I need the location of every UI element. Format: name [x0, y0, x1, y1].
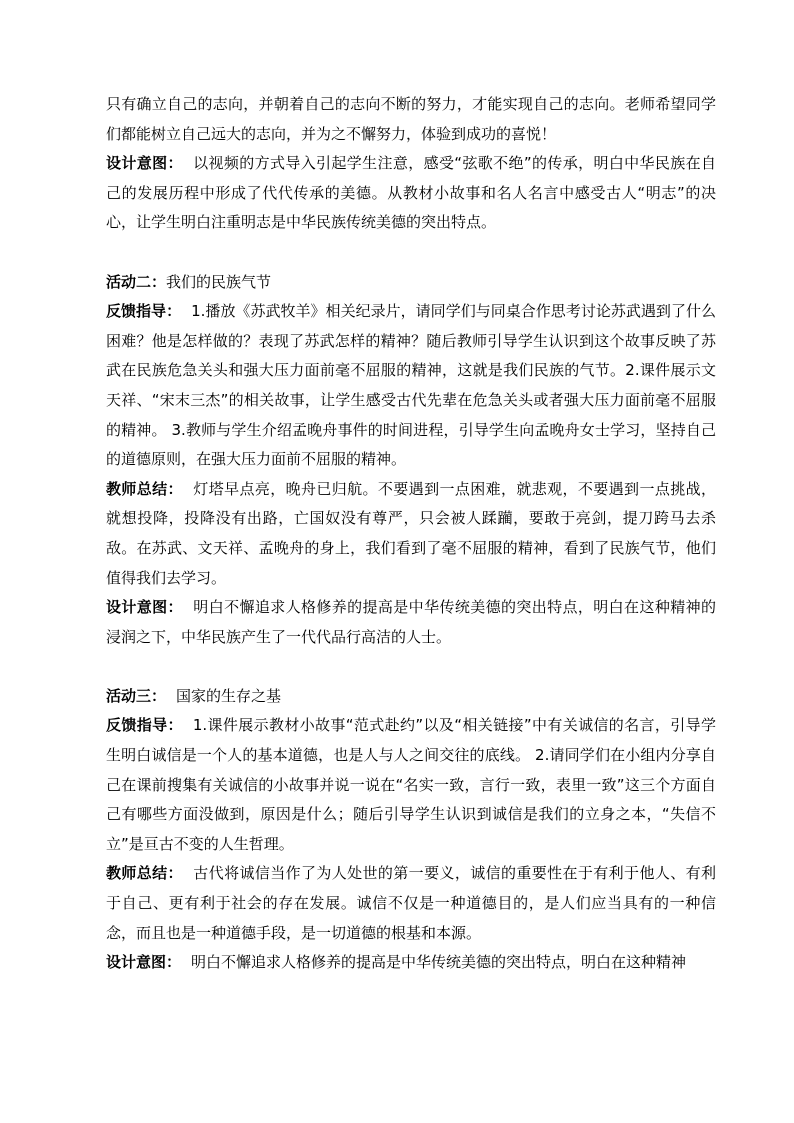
feedback-label: 反馈指导： [106, 716, 183, 735]
activity-2-title: 我们的民族气节 [166, 272, 272, 291]
activity-3-feedback-paragraph [106, 711, 716, 859]
paragraph-gap [106, 652, 716, 682]
activity-2-heading [106, 268, 716, 298]
teacher-summary-text: 古代将诚信当作了为人处世的第一要义，诚信的重要性在于有利于他人、有利于自己、更有利于社会的存在发展。诚信不仅是一种道德目的，是人们应当具有的一种信念，而且也是一种道德手段，是一切道德的根基和本源。 [106, 864, 716, 942]
activity-2-summary-paragraph [106, 475, 716, 593]
feedback-label: 反馈指导： [106, 302, 182, 321]
activity-3-heading [106, 682, 716, 712]
activity-2-label: 活动二： [106, 272, 167, 291]
feedback-text: 1.课件展示教材小故事“范式赴约”以及“相关链接”中有关诚信的名言，引导学生明白诚信是一个人的基本道德，也是人与人之间交往的底线。 2.请同学们在小组内分享自己在课前搜集有关诚信的小故事并说一说在“名实一致，言行一致，表里一致”这三个方面自己有哪些方面没做到，原因是什么；随后引导学生认识到诚信是我们的立身之本，“失信不立”是亘古不变的人生哲理。 [106, 716, 716, 853]
design-intent-paragraph-1 [106, 149, 716, 238]
teacher-summary-label: 教师总结： [106, 864, 183, 883]
design-intent-text: 明白不懈追求人格修养的提高是中华传统美德的突出特点，明白在这种精神的浸润之下，中华民族产生了一代代品行高洁的人士。 [106, 598, 716, 646]
teacher-summary-text: 灯塔早点亮，晚舟已归航。不要遇到一点困难，就悲观，不要遇到一点挑战，就想投降，投降没有出路，亡国奴没有尊严，只会被人蹂躏，要敢于亮剑，提刀跨马去杀敌。在苏武、文天祥、孟晚舟的身上，我们看到了毫不屈服的精神，看到了民族气节，他们值得我们去学习。 [106, 479, 716, 587]
activity-3-summary-paragraph [106, 859, 716, 948]
design-intent-text: 明白不懈追求人格修养的提高是中华传统美德的突出特点，明白在这种精神 [191, 953, 687, 972]
intro-text: 只有确立自己的志向，并朝着自己的志向不断的努力，才能实现自己的志向。老师希望同学们都能树立自己远大的志向，并为之不懈努力，体验到成功的喜悦！ [106, 95, 716, 143]
activity-2-feedback-paragraph [106, 297, 716, 475]
design-intent-label: 设计意图： [106, 154, 183, 173]
document-page [106, 90, 716, 978]
paragraph-gap [106, 238, 716, 268]
design-intent-label: 设计意图： [106, 598, 183, 617]
intro-paragraph [106, 90, 716, 149]
activity-3-title: 国家的生存之基 [176, 686, 282, 705]
activity-3-design-paragraph [106, 948, 716, 978]
design-intent-label: 设计意图： [106, 953, 182, 972]
teacher-summary-label: 教师总结： [106, 479, 183, 498]
feedback-text: 1.播放《苏武牧羊》相关纪录片，请同学们与同桌合作思考讨论苏武遇到了什么困难？他是怎样做的？表现了苏武怎样的精神？随后教师引导学生认识到这个故事反映了苏武在民族危急关头和强大压力面前毫不屈服的精神，这就是我们民族的气节。2.课件展示文天祥、“宋末三杰”的相关故事，让学生感受古代先辈在危急关头或者强大压力面前毫不屈服的精神。 3.教师与学生介绍孟晚舟事件的时间进程，引导学生向孟晚舟女士学习，坚持自己的道德原则，在强大压力面前不屈服的精神。 [106, 302, 716, 469]
design-intent-text: 以视频的方式导入引起学生注意，感受“弦歌不绝”的传承，明白中华民族在自己的发展历程中形成了代代传承的美德。从教材小故事和名人名言中感受古人“明志”的决心，让学生明白注重明志是中华民族传统美德的突出特点。 [106, 154, 716, 232]
activity-2-design-paragraph [106, 593, 716, 652]
activity-3-label: 活动三： [106, 686, 167, 705]
